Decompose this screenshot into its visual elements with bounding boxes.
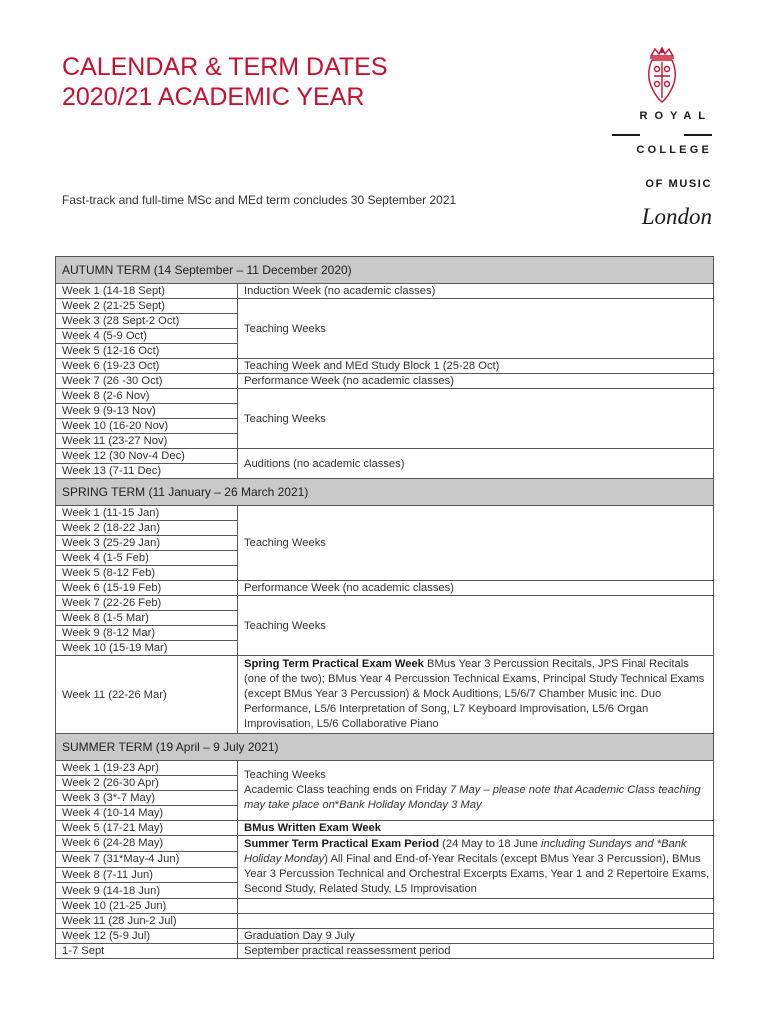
week-cell: Week 3 (25-29 Jan) (56, 536, 238, 551)
table-row (56, 944, 714, 959)
week-cell: Week 2 (21-25 Sept) (56, 299, 238, 314)
week-cell: Week 8 (1-5 Mar) (56, 611, 238, 626)
week-cell: Week 7 (31*May-4 Jun) (56, 851, 238, 867)
week-cell: Week 7 (22-26 Feb) (56, 596, 238, 611)
week-cell: Week 13 (7-11 Dec) (56, 464, 238, 479)
activity-cell: Teaching Week and MEd Study Block 1 (25-28 Oct) (238, 359, 714, 374)
activity-cell (238, 656, 714, 734)
term-header-row (56, 479, 714, 506)
week-cell: Week 2 (18-22 Jan) (56, 521, 238, 536)
week-cell: Week 4 (5-9 Oct) (56, 329, 238, 344)
page-title (62, 52, 388, 112)
table-row (56, 914, 714, 929)
week-cell: Week 10 (16-20 Nov) (56, 419, 238, 434)
week-cell: Week 8 (2-6 Nov) (56, 389, 238, 404)
week-cell: Week 11 (23-27 Nov) (56, 434, 238, 449)
week-cell: Week 6 (24-28 May) (56, 836, 238, 852)
week-cell: Week 6 (15-19 Feb) (56, 581, 238, 596)
week-cell: Week 5 (12-16 Oct) (56, 344, 238, 359)
table-row (56, 389, 714, 404)
week-cell: Week 1 (19-23 Apr) (56, 761, 238, 776)
activity-cell: Induction Week (no academic classes) (238, 284, 714, 299)
logo-london: London (641, 204, 712, 229)
rcm-logo (612, 46, 722, 236)
week-cell: 1-7 Sept (56, 944, 238, 959)
table-row (56, 761, 714, 776)
spring-exam-title: Spring Term Practical Exam Week (244, 658, 424, 670)
activity-cell: Auditions (no academic classes) (238, 449, 714, 479)
activity-cell: Graduation Day 9 July (238, 929, 714, 944)
week-cell: Week 9 (14-18 Jun) (56, 883, 238, 899)
logo-college: COLLEGE (636, 144, 712, 156)
logo-rule-left (612, 134, 640, 136)
week-cell: Week 1 (11-15 Jan) (56, 506, 238, 521)
table-row (56, 374, 714, 389)
summer-exam-title: Summer Term Practical Exam Period (244, 838, 440, 850)
activity-cell: Performance Week (no academic classes) (238, 581, 714, 596)
table-row (56, 656, 714, 734)
spring-term-heading: SPRING TERM (11 January – 26 March 2021) (56, 479, 714, 506)
logo-royal: ROYAL (639, 110, 712, 122)
week-cell: Week 9 (9-13 Nov) (56, 404, 238, 419)
term-note: Fast-track and full-time MSc and MEd term concludes 30 September 2021 (62, 193, 457, 207)
royal-crest-icon (637, 46, 687, 106)
activity-cell: September practical reassessment period (238, 944, 714, 959)
table-row (56, 821, 714, 836)
table-row (56, 449, 714, 464)
logo-of-music: OF MUSIC (645, 178, 712, 190)
week-cell: Week 7 (26 -30 Oct) (56, 374, 238, 389)
week-cell: Week 10 (15-19 Mar) (56, 641, 238, 656)
calendar-table (55, 256, 714, 959)
week-cell: Week 12 (5-9 Jul) (56, 929, 238, 944)
summer-teaching-title: Teaching Weeks (244, 769, 326, 781)
week-cell: Week 1 (14-18 Sept) (56, 284, 238, 299)
activity-cell: Teaching Weeks (238, 389, 714, 449)
week-cell: Week 11 (22-26 Mar) (56, 656, 238, 734)
table-row (56, 899, 714, 914)
summer-teaching-italic: 7 May – please note that Academic Class teaching may take place on (244, 784, 701, 811)
activity-cell-empty (238, 914, 714, 929)
week-cell: Week 12 (30 Nov-4 Dec) (56, 449, 238, 464)
logo-rule-right (684, 134, 712, 136)
week-cell: Week 9 (8-12 Mar) (56, 626, 238, 641)
table-row (56, 596, 714, 611)
table-row (56, 299, 714, 314)
table-row (56, 581, 714, 596)
table-row (56, 836, 714, 852)
week-cell: Week 2 (26-30 Apr) (56, 776, 238, 791)
summer-term-heading: SUMMER TERM (19 April – 9 July 2021) (56, 734, 714, 761)
week-cell: Week 4 (1-5 Feb) (56, 551, 238, 566)
activity-cell (238, 836, 714, 899)
week-cell: Week 5 (17-21 May) (56, 821, 238, 836)
activity-cell: Teaching Weeks (238, 596, 714, 656)
summer-teaching-holiday: Bank Holiday Monday 3 May (339, 799, 482, 811)
table-row (56, 929, 714, 944)
activity-cell (238, 821, 714, 836)
week-cell: Week 11 (28 Jun-2 Jul) (56, 914, 238, 929)
title-line-2: 2020/21 ACADEMIC YEAR (62, 83, 365, 111)
week-cell: Week 4 (10-14 May) (56, 806, 238, 821)
autumn-term-heading: AUTUMN TERM (14 September – 11 December 2020) (56, 257, 714, 284)
activity-cell: Teaching Weeks (238, 299, 714, 359)
table-row (56, 359, 714, 374)
week-cell: Week 6 (19-23 Oct) (56, 359, 238, 374)
table-row (56, 284, 714, 299)
activity-cell (238, 761, 714, 821)
week-cell: Week 10 (21-25 Jun) (56, 899, 238, 914)
written-exam-week: BMus Written Exam Week (244, 822, 381, 834)
table-row (56, 506, 714, 521)
summer-exam-details: ) All Final and End-of-Year Recitals (except BMus Year 3 Percussion), BMus Year 3 Percussion Technical and Orchestral Excerpts Exams, Year 1 and 2 Repertoire Exams, Second Study, Related Study, L5 Improvisation (244, 853, 710, 895)
week-cell: Week 3 (3*-7 May) (56, 791, 238, 806)
activity-cell-empty (238, 899, 714, 914)
spring-exam-details: BMus Year 3 Percussion Recitals, JPS Final Recitals (one of the two); BMus Year 4 Percussion Technical Exams, Principal Study Technical Exams (except BMus Year 3 Percussion) & Mock Auditions, L5/6/7 Chamber Music inc. Duo Performance, L5/6 Interpretation of Song, L7 Keyboard Improvisation, L5/6 Organ Improvisation, L5/6 Collaborative Piano (244, 658, 705, 730)
activity-cell: Performance Week (no academic classes) (238, 374, 714, 389)
title-line-1: CALENDAR & TERM DATES (62, 53, 388, 81)
week-cell: Week 8 (7-11 Jun) (56, 867, 238, 883)
term-header-row (56, 257, 714, 284)
week-cell: Week 3 (28 Sept-2 Oct) (56, 314, 238, 329)
term-header-row (56, 734, 714, 761)
summer-teaching-asterisk: * (334, 799, 340, 811)
week-cell: Week 5 (8-12 Feb) (56, 566, 238, 581)
summer-teaching-note: Academic Class teaching ends on Friday (244, 784, 450, 796)
summer-exam-dates: (24 May to 18 June (439, 838, 542, 850)
summer-exam-italic: including Sundays and *Bank Holiday Monday (244, 838, 687, 865)
activity-cell: Teaching Weeks (238, 506, 714, 581)
